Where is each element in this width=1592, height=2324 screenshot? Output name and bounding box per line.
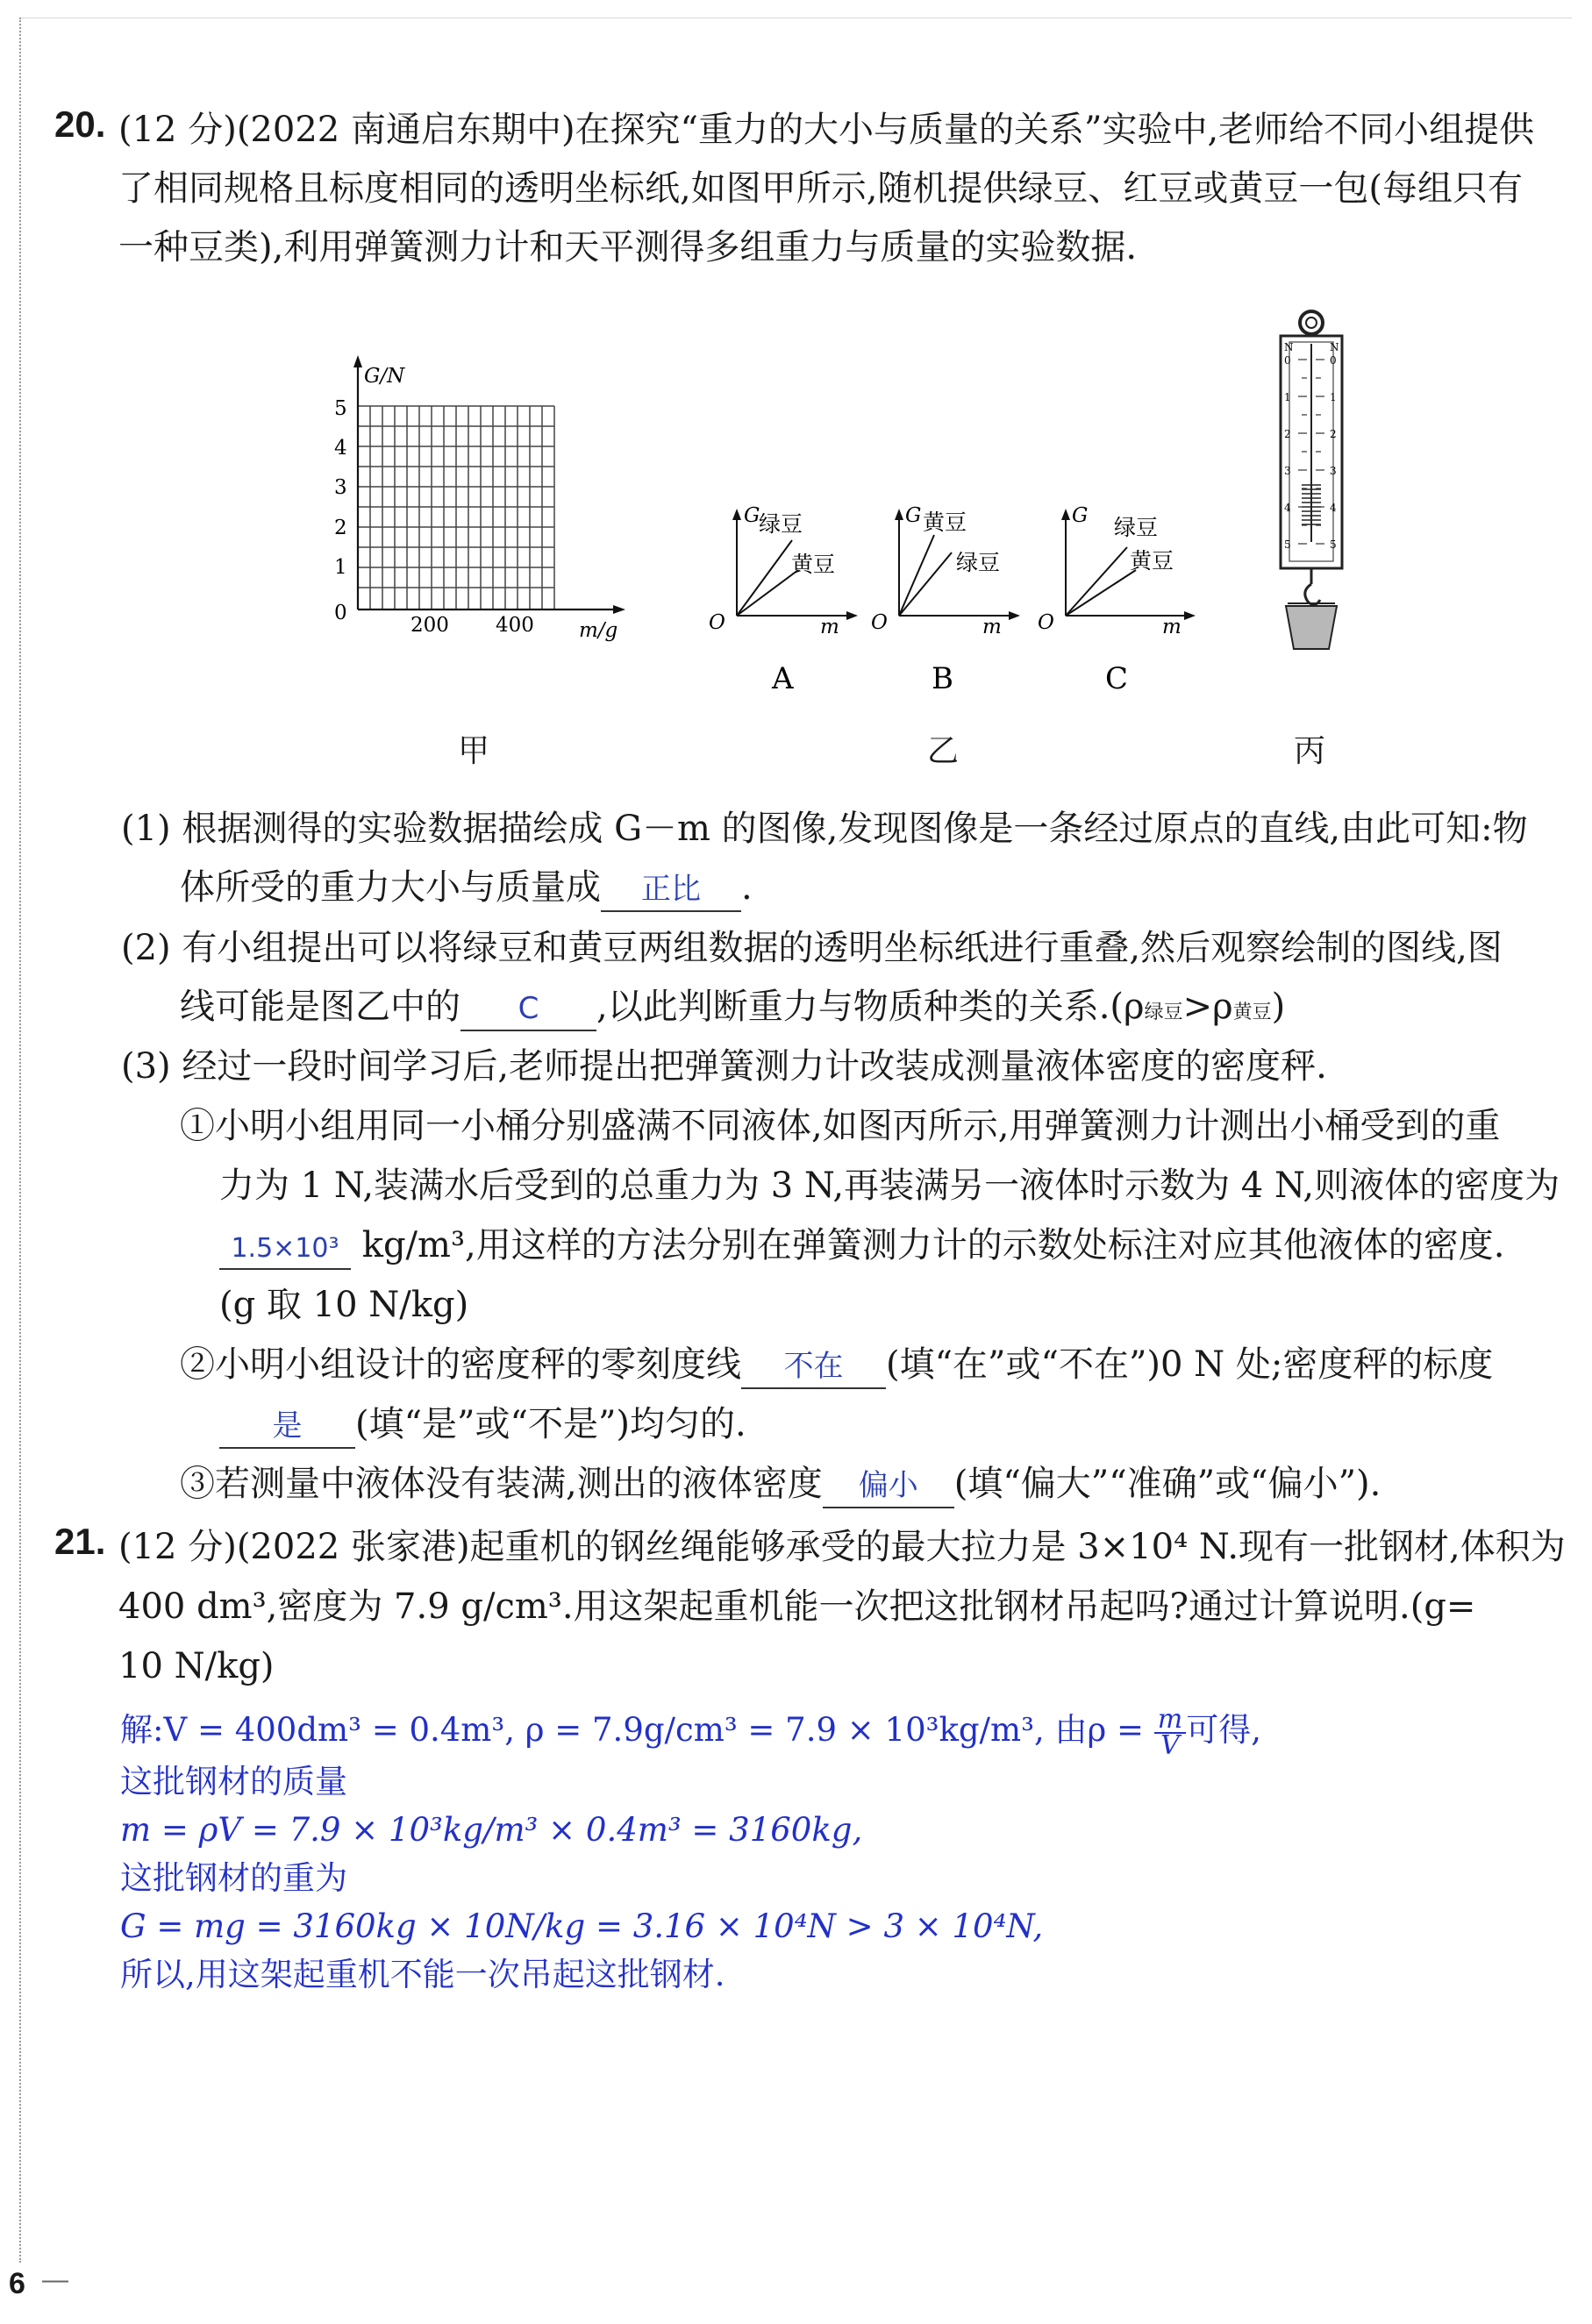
- svg-text:O: O: [1038, 611, 1054, 634]
- svg-text:绿豆: 绿豆: [1114, 515, 1159, 540]
- answer-blank-5[interactable]: [219, 1405, 355, 1449]
- svg-text:2: 2: [1284, 428, 1291, 440]
- svg-text:3: 3: [1330, 465, 1337, 477]
- figure-jia-caption: 甲: [458, 733, 490, 769]
- footer-dash: —: [42, 2265, 68, 2294]
- sub-3-line1: ③若测量中液体没有装满,测出的液体密度 偏小 (填“偏大”“准确”或“偏小”).: [180, 1455, 1566, 1514]
- answer-blank-4[interactable]: [741, 1345, 886, 1389]
- solution-line5: G = mg = 3160kg × 10N/kg = 3.16 × 10⁴N > 3 × 10⁴N,: [120, 1907, 1044, 1945]
- svg-text:m: m: [982, 616, 1002, 638]
- answer-3: 1.5×10³: [231, 1233, 339, 1264]
- part-3-intro: (3) 经过一段时间学习后,老师提出把弹簧测力计改装成测量液体密度的密度秤.: [121, 1046, 1327, 1087]
- sub-1-line4: (g 取 10 N/kg): [219, 1285, 469, 1325]
- svg-text:4: 4: [1330, 502, 1337, 514]
- question-20-line2: 了相同规格且标度相同的透明坐标纸,如图甲所示,随机提供绿豆、红豆或黄豆一包(每组只有: [118, 168, 1524, 209]
- sub-1-line3: 1.5×10³ kg/m³,用这样的方法分别在弹簧测力计的示数处标注对应其他液体的密度.: [219, 1216, 1570, 1275]
- answer-6: 偏小: [858, 1468, 918, 1503]
- svg-text:O: O: [709, 611, 725, 634]
- svg-text:0: 0: [1284, 354, 1291, 367]
- question-21-line1: (12 分)(2022 张家港)起重机的钢丝绳能够承受的最大拉力是 3×10⁴ N.现有一批钢材,体积为: [118, 1527, 1566, 1567]
- svg-text:1: 1: [1284, 391, 1291, 403]
- figure-bing-caption: 丙: [1294, 733, 1326, 769]
- sub-1-line1: ①小明小组用同一小桶分别盛满不同液体,如图丙所示,用弹簧测力计测出小桶受到的重: [180, 1106, 1501, 1146]
- svg-text:绿豆: 绿豆: [956, 550, 1001, 575]
- page-number: 6: [9, 2267, 25, 2300]
- grid-lines: [358, 406, 554, 610]
- question-20-line1: (12 分)(2022 南通启东期中)在探究“重力的大小与质量的关系”实验中,老师给不同小组提供: [118, 110, 1535, 150]
- answer-4: 不在: [783, 1349, 844, 1384]
- y-tick: 0: [334, 602, 347, 624]
- svg-text:5: 5: [1284, 538, 1291, 551]
- part-1-line2: 体所受的重力大小与质量成 正比 .: [180, 859, 1566, 917]
- answer-blank-2[interactable]: [460, 987, 596, 1031]
- question-21-line2: 400 dm³,密度为 7.9 g/cm³.用这架起重机能一次把这批钢材吊起吗?通过计算说明.(g=: [118, 1586, 1476, 1627]
- x-axis-label: m/g: [579, 619, 618, 642]
- sub-2-line1: ②小明小组设计的密度秤的零刻度线 不在 (填“在”或“不在”)0 N 处;密度秤的标度: [180, 1336, 1566, 1394]
- svg-text:黄豆: 黄豆: [791, 552, 836, 577]
- y-tick: 5: [334, 397, 347, 420]
- figure-bing-spring-scale: [1263, 305, 1360, 652]
- x-tick: 200: [410, 614, 449, 637]
- y-tick: 1: [334, 556, 347, 579]
- svg-text:O: O: [871, 611, 888, 634]
- answer-1: 正比: [641, 872, 701, 907]
- y-axis-arrow: [353, 355, 362, 367]
- svg-text:1: 1: [1330, 391, 1337, 403]
- part-2-line1: (2) 有小组提出可以将绿豆和黄豆两组数据的透明坐标纸进行重叠,然后观察绘制的图线,图: [121, 928, 1503, 968]
- figure-yi-caption: 乙: [927, 733, 960, 769]
- svg-text:G: G: [1072, 504, 1089, 527]
- y-axis-label: G/N: [364, 365, 405, 388]
- solution-line6: 所以,用这架起重机不能一次吊起这批钢材.: [120, 1956, 725, 1993]
- svg-text:4: 4: [1284, 502, 1291, 514]
- y-tick: 2: [334, 517, 347, 539]
- answer-blank-1[interactable]: [601, 868, 741, 912]
- solution-line2: 这批钢材的质量: [120, 1763, 347, 1800]
- part-2-line2: 线可能是图乙中的 C ,以此判断重力与物质种类的关系.(ρ绿豆>ρ黄豆): [180, 978, 1566, 1042]
- svg-text:G: G: [905, 504, 922, 527]
- bucket: [1286, 606, 1337, 649]
- answer-blank-6[interactable]: [823, 1465, 954, 1508]
- figure-jia-grid: [325, 346, 632, 649]
- svg-text:2: 2: [1330, 428, 1337, 440]
- answer-5: 是: [272, 1408, 303, 1444]
- svg-text:0: 0: [1330, 354, 1337, 367]
- y-tick: 3: [334, 476, 347, 499]
- svg-text:N: N: [1330, 341, 1339, 353]
- answer-blank-3[interactable]: [219, 1226, 351, 1270]
- line-steep: [899, 535, 934, 616]
- solution-line3: m = ρV = 7.9 × 10³kg/m³ × 0.4m³ = 3160kg,: [120, 1811, 863, 1849]
- svg-text:G: G: [744, 504, 760, 527]
- graph-c-letter: C: [1105, 661, 1129, 696]
- graph-b-letter: B: [932, 661, 953, 696]
- figure-yi-graphs: [702, 500, 1210, 710]
- graph-c: [1038, 504, 1196, 696]
- part-1-line1: (1) 根据测得的实验数据描绘成 G－m 的图像,发现图像是一条经过原点的直线,由此可知:物: [121, 809, 1528, 849]
- solution-line4: 这批钢材的重为: [120, 1859, 347, 1897]
- line-shallow: [899, 552, 952, 616]
- binding-margin-line: [19, 18, 21, 2263]
- question-20-line3: 一种豆类),利用弹簧测力计和天平测得多组重力与质量的实验数据.: [118, 227, 1138, 267]
- question-21-line3: 10 N/kg): [118, 1646, 275, 1686]
- sub-1-line2: 力为 1 N,装满水后受到的总重力为 3 N,再装满另一液体时示数为 4 N,则液体的密度为: [219, 1166, 1560, 1206]
- svg-text:m: m: [1162, 616, 1182, 638]
- graph-a-letter: A: [772, 661, 794, 696]
- graph-a: [709, 504, 858, 696]
- svg-text:绿豆: 绿豆: [759, 511, 803, 537]
- answer-2: C: [518, 991, 539, 1026]
- fraction-m-over-v: $\frac{m}{V}$: [1154, 1707, 1186, 1758]
- hook: [1305, 584, 1320, 605]
- y-tick: 4: [334, 437, 347, 460]
- svg-text:5: 5: [1330, 538, 1337, 551]
- svg-text:m: m: [820, 616, 839, 638]
- graph-b: [871, 504, 1020, 696]
- svg-text:黄豆: 黄豆: [923, 510, 967, 535]
- solution-line1: 解:V = 400dm³ = 0.4m³, ρ = 7.9g/cm³ = 7.9 × 10³kg/m³, 由ρ = $\frac{m}{V}$ 可得,: [120, 1703, 1261, 1761]
- svg-text:N: N: [1284, 341, 1294, 353]
- line-steep: [737, 540, 792, 616]
- x-tick: 400: [496, 614, 534, 637]
- top-ring: [1300, 311, 1323, 334]
- line-shallow: [737, 570, 798, 616]
- svg-text:黄豆: 黄豆: [1130, 548, 1174, 574]
- svg-text:3: 3: [1284, 465, 1291, 477]
- question-20-number: 20.: [54, 103, 106, 145]
- question-21-number: 21.: [54, 1521, 106, 1562]
- sub-2-line2: 是 (填“是”或“不是”)均匀的.: [219, 1395, 1570, 1454]
- x-axis-arrow: [613, 605, 625, 614]
